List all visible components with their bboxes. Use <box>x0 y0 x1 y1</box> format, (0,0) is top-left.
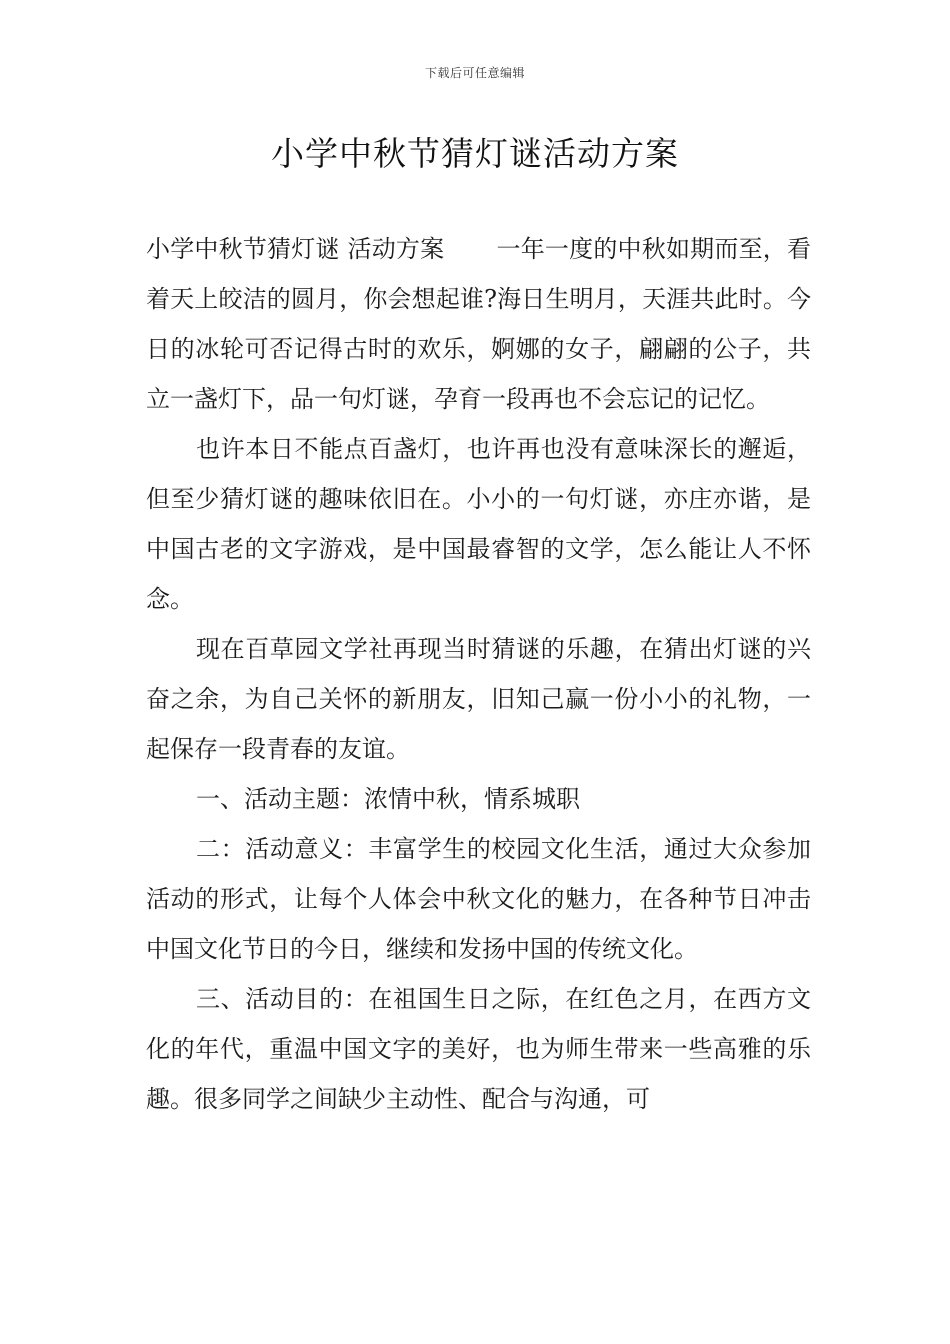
download-note: 下载后可任意编辑 <box>424 66 525 80</box>
intro-label: 小学中秋节猜灯谜 活动方案 <box>146 235 445 263</box>
intro-paragraph <box>146 224 811 424</box>
document-title: 小学中秋节猜灯谜活动方案 <box>271 134 679 173</box>
section-activity-purpose: 三、活动目的：在祖国生日之际，在红色之月，在西方文化的年代，重温中国文字的美好，也为师生带来一些高雅的乐趣。很多同学之间缺少主动性、配合与沟通，可 <box>146 985 811 1113</box>
section-activity-significance: 二：活动意义：丰富学生的校园文化生活，通过大众参加活动的形式，让每个人体会中秋文化的魅力，在各种节日冲击中国文化节日的今日，继续和发扬中国的传统文化。 <box>146 835 811 963</box>
paragraph-literature-club: 现在百草园文学社再现当时猜谜的乐趣，在猜出灯谜的兴奋之余，为自己关怀的新朋友，旧知己赢一份小小的礼物，一起保存一段青春的友谊。 <box>146 635 811 763</box>
intro-text: 一年一度的中秋如期而至，看着天上皎洁的圆月，你会想起谁?海日生明月，天涯共此时。今日的冰轮可否记得古时的欢乐，婀娜的女子，翩翩的公子，共立一盏灯下，品一句灯谜，孕育一段再也不会忘记的记忆。 <box>146 235 811 413</box>
paragraph-lantern-riddles: 也许本日不能点百盏灯，也许再也没有意味深长的邂逅，但至少猜灯谜的趣味依旧在。小小的一句灯谜，亦庄亦谐，是中国古老的文字游戏，是中国最睿智的文学，怎么能让人不怀念。 <box>146 435 811 613</box>
document-body <box>146 224 811 1124</box>
section-activity-theme: 一、活动主题：浓情中秋，情系城职 <box>196 785 580 813</box>
